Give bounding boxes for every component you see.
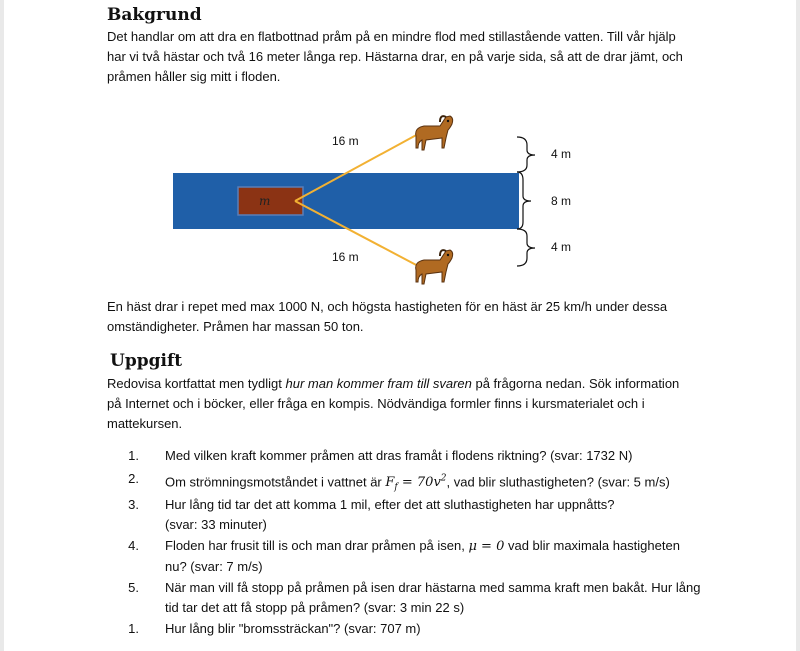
formula-sub: f bbox=[394, 482, 398, 493]
question-number: 2. bbox=[128, 471, 139, 486]
formula-rhs: = 70v bbox=[397, 475, 441, 491]
formula-f: F bbox=[385, 475, 395, 491]
question-4-pre: Floden har frusit till is och man drar pråmen på isen, bbox=[165, 538, 469, 553]
question-text: Hur lång blir "bromssträckan"? (svar: 707 m) bbox=[165, 621, 421, 636]
barge bbox=[238, 187, 303, 215]
barge-diagram bbox=[0, 0, 800, 300]
background-line-2: har vi två hästar och två 16 meter långa rep. Hästarna drar, en på varje sida, så att de drar jämt, och bbox=[107, 49, 683, 64]
question-number: 1. bbox=[128, 621, 139, 636]
bank-top-width-label: 4 m bbox=[551, 147, 572, 161]
horse-bottom-icon bbox=[416, 250, 453, 284]
question-number: 3. bbox=[128, 497, 139, 512]
task-line-1-pre: Redovisa kortfattat men tydligt bbox=[107, 376, 286, 391]
question-2-post: , vad blir sluthastigheten? (svar: 5 m/s) bbox=[446, 474, 670, 490]
brace-top-bank bbox=[517, 137, 535, 172]
question-text-cont: tid tar det att få stopp på pråmen? (svar: 3 min 22 s) bbox=[165, 600, 465, 615]
question-text-cont: (svar: 33 minuter) bbox=[165, 517, 267, 532]
task-line-1-emphasis: hur man kommer fram till svaren bbox=[285, 376, 472, 391]
bank-bottom-width-label: 4 m bbox=[551, 240, 572, 254]
facts-line-2: omständigheter. Pråmen har massan 50 ton. bbox=[107, 319, 364, 334]
question-text: Hur lång tid tar det att komma 1 mil, efter det att sluthastigheten har uppnåtts? bbox=[165, 497, 615, 512]
task-line-2: på Internet och i böcker, eller fråga en kompis. Nödvändiga formler finns i kursmaterialet och i bbox=[107, 396, 645, 411]
task-heading: Uppgift bbox=[110, 351, 183, 371]
friction-formula: μ = 0 bbox=[468, 539, 505, 554]
horse-top-icon bbox=[416, 116, 453, 150]
background-heading: Bakgrund bbox=[107, 5, 202, 25]
brace-river bbox=[517, 172, 531, 229]
question-4-post: vad blir maximala hastigheten bbox=[504, 538, 680, 553]
facts-line-1: En häst drar i repet med max 1000 N, och högsta hastigheten för en häst är 25 km/h under dessa bbox=[107, 299, 668, 314]
river bbox=[173, 173, 519, 229]
drag-formula bbox=[385, 474, 447, 493]
question-text: När man vill få stopp på pråmen på isen drar hästarna med samma kraft men bakåt. Hur lång bbox=[165, 580, 701, 595]
brace-bottom-bank bbox=[517, 229, 535, 266]
question-number: 1. bbox=[128, 448, 139, 463]
river-width-label: 8 m bbox=[551, 194, 572, 208]
question-text-cont: nu? (svar: 7 m/s) bbox=[165, 559, 263, 574]
question-text bbox=[165, 536, 680, 557]
question-text: Med vilken kraft kommer pråmen att dras framåt i flodens riktning? (svar: 1732 N) bbox=[165, 448, 633, 463]
task-line-1-post: på frågorna nedan. Sök information bbox=[471, 376, 680, 391]
rope-top-length-label: 16 m bbox=[332, 134, 359, 148]
question-number: 5. bbox=[128, 580, 139, 595]
question-2-pre: Om strömningsmotståndet i vattnet är bbox=[165, 474, 386, 490]
barge-mass-label: m bbox=[259, 194, 271, 208]
question-text bbox=[165, 469, 670, 498]
question-number: 4. bbox=[128, 538, 139, 553]
formula-sup: 2 bbox=[440, 474, 447, 484]
task-line-1 bbox=[107, 374, 679, 394]
background-line-3: pråmen håller sig mitt i floden. bbox=[107, 69, 281, 84]
background-line-1: Det handlar om att dra en flatbottnad pråm på en mindre flod med stillastående vatten. Till vår hjälp bbox=[107, 29, 676, 44]
rope-bottom-length-label: 16 m bbox=[332, 250, 359, 264]
task-line-3: mattekursen. bbox=[107, 416, 183, 431]
